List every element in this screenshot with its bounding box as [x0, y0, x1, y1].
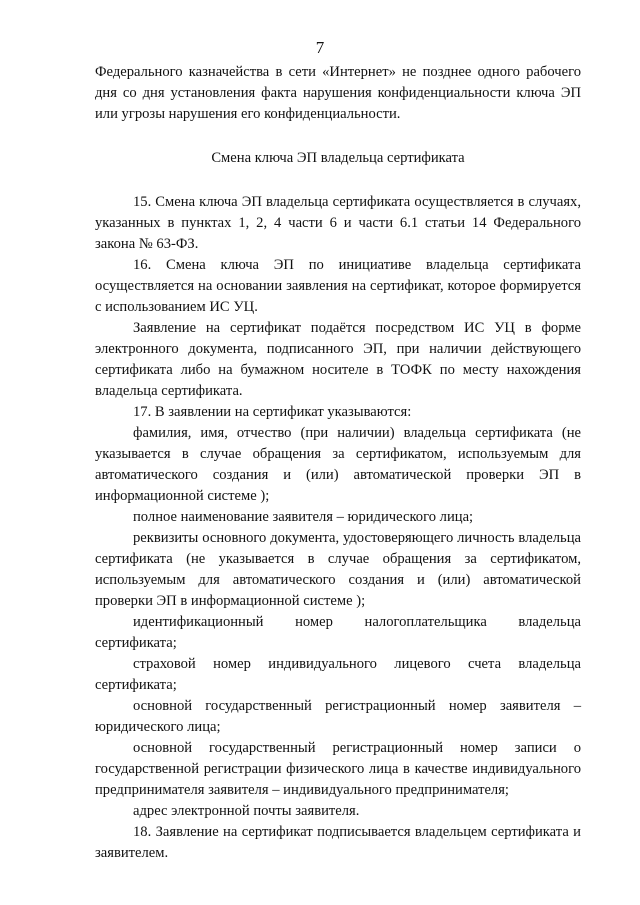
- list-item-ogrnip: основной государственный регистрационный номер записи о государственной регистрации физического лица в качестве индивидуального предпринимателя заявителя – индивидуального предпринимателя;: [95, 740, 581, 798]
- section-heading: Смена ключа ЭП владельца сертификата: [211, 150, 465, 166]
- list-item-taxpayer-number: идентификационный номер налогоплательщика владельца сертификата;: [95, 614, 581, 651]
- list-item-identity-document: реквизиты основного документа, удостоверяющего личность владельца сертификата (не указывается в случае обращения за сертификатом, используемым для автоматического создания и (или) автоматической проверки ЭП в информационной системе );: [95, 530, 581, 609]
- list-item-full-name: фамилия, имя, отчество (при наличии) владельца сертификата (не указывается в случае обращения за сертификатом, используемым для автоматического создания и (или) автоматической проверки ЭП в информационной системе );: [95, 425, 581, 504]
- paragraph-16: 16. Смена ключа ЭП по инициативе владельца сертификата осуществляется на основании заявления на сертификат, которое формируется с использованием ИС УЦ.: [95, 257, 581, 315]
- list-item-email: адрес электронной почты заявителя.: [133, 803, 360, 819]
- list-item-insurance-number: страховой номер индивидуального лицевого счета владельца сертификата;: [95, 656, 581, 693]
- page-number: 7: [315, 38, 325, 57]
- paragraph-application-submission: Заявление на сертификат подаётся посредством ИС УЦ в форме электронного документа, подписанного ЭП, при наличии действующего сертификата либо на бумажном носителе в ТОФК по месту нахождения владельца сертификата.: [95, 320, 581, 399]
- paragraph-15: 15. Смена ключа ЭП владельца сертификата осуществляется в случаях, указанных в пунктах 1, 2, 4 части 6 и части 6.1 статьи 14 Федерального закона № 63-ФЗ.: [95, 194, 581, 252]
- document-body: [95, 62, 581, 864]
- list-item-ogrn-legal-entity: основной государственный регистрационный номер заявителя – юридического лица;: [95, 698, 581, 735]
- paragraph-18: 18. Заявление на сертификат подписывается владельцем сертификата и заявителем.: [95, 824, 581, 861]
- continuation-paragraph: Федерального казначейства в сети «Интернет» не позднее одного рабочего дня со дня установления факта нарушения конфиденциальности ключа ЭП или угрозы нарушения его конфиденциальности.: [95, 64, 581, 122]
- list-item-legal-entity-name: полное наименование заявителя – юридического лица;: [133, 509, 474, 525]
- paragraph-17: 17. В заявлении на сертификат указываются:: [133, 404, 412, 420]
